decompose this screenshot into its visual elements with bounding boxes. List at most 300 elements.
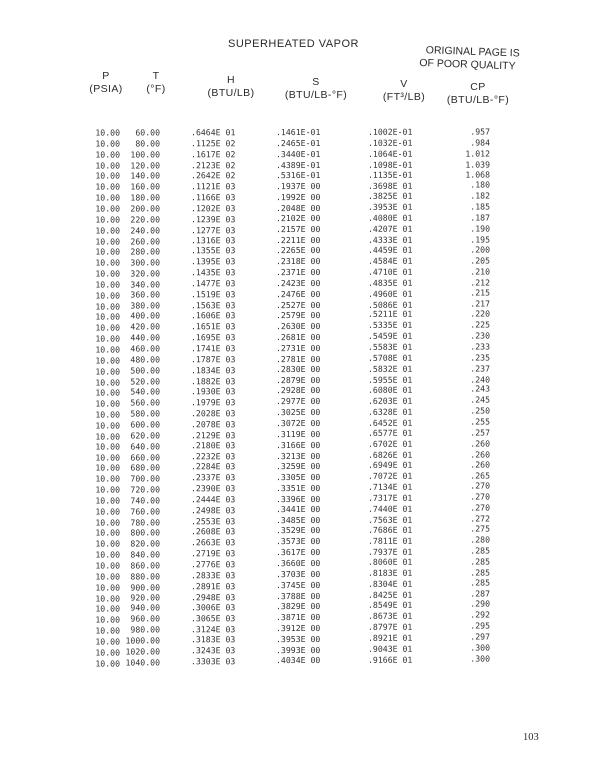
entropy-cell: .2928E 00 (275, 385, 321, 396)
column-unit: (BTU/LB-°F) (284, 89, 348, 101)
cp-cell: .270 (470, 481, 491, 492)
cp-cell: .212 (470, 276, 491, 287)
cp-cell: .217 (470, 298, 491, 309)
volume-cell: .4584E 01 (367, 255, 413, 266)
pressure-cell: 10.00 (95, 203, 121, 214)
volume-cell: .5459E 01 (367, 331, 413, 342)
cp-cell: .957 (470, 126, 491, 137)
entropy-cell: .2265E 00 (275, 245, 321, 256)
pressure-cell: 10.00 (95, 614, 121, 626)
entropy-cell: .1992E 00 (275, 191, 321, 202)
enthalpy-cell: .2232E 03 (190, 451, 236, 462)
entropy-cell: .2527E 00 (275, 299, 321, 310)
volume-cell: .5708E 01 (367, 352, 413, 363)
enthalpy-cell: .2180E 03 (190, 440, 236, 451)
entropy-cell: .2423E 00 (275, 277, 321, 288)
enthalpy-cell: .1695E 03 (190, 332, 236, 343)
temperature-cell: 760.00 (130, 505, 161, 516)
pressure-cell: 10.00 (95, 398, 121, 409)
pressure-cell: 10.00 (95, 354, 121, 366)
entropy-cell: .3993E 00 (275, 644, 321, 655)
column-symbol: V (400, 78, 408, 90)
pressure-cell: 10.00 (95, 365, 121, 376)
volume-cell: .5086E 01 (367, 298, 413, 309)
enthalpy-cell: .1741E 03 (190, 343, 236, 354)
temperature-cell: 540.00 (130, 386, 161, 397)
temperature-cell: 160.00 (130, 181, 161, 192)
entropy-cell: .2579E 00 (275, 310, 321, 321)
entropy-cell: .2318E 00 (275, 256, 321, 267)
temperature-cell: 980.00 (130, 624, 161, 635)
entropy-cell: .3617E 00 (275, 547, 321, 558)
temperature-cell: 480.00 (130, 354, 161, 365)
temperature-cell: 500.00 (130, 365, 161, 376)
temperature-cell: 580.00 (130, 408, 161, 419)
temperature-cell: 260.00 (130, 235, 161, 246)
cp-cell: .300 (470, 642, 490, 653)
volume-cell: .8797E 01 (367, 621, 413, 632)
entropy-cell: .2977E 00 (275, 396, 321, 407)
cp-cell: .205 (470, 255, 491, 266)
enthalpy-cell: .1277E 03 (190, 224, 236, 235)
enthalpy-cell: .2284E 03 (190, 461, 236, 472)
volume-cell: .8425E 01 (367, 589, 413, 600)
temperature-cell: 660.00 (130, 451, 161, 462)
entropy-cell: .3660E 00 (275, 558, 321, 569)
pressure-cell: 10.00 (95, 484, 121, 496)
table-row (0, 180, 612, 192)
cp-cell: .275 (470, 523, 491, 535)
column-symbol: S (312, 76, 320, 88)
enthalpy-cell: .2129E 03 (190, 429, 236, 440)
volume-cell: .6949E 01 (367, 460, 413, 471)
cp-cell: .260 (470, 448, 491, 459)
entropy-cell: .3573E 00 (275, 536, 321, 547)
volume-cell: .7563E 01 (367, 514, 413, 525)
volume-cell: .6452E 01 (367, 417, 413, 428)
cp-cell: .240 (470, 373, 491, 384)
column-header-cp (438, 81, 518, 107)
cp-cell: .984 (470, 137, 491, 148)
column-header-s (273, 76, 359, 102)
enthalpy-cell: .2444E 03 (190, 494, 236, 505)
temperature-cell: 600.00 (130, 419, 161, 430)
pressure-cell: 10.00 (95, 138, 121, 149)
enthalpy-cell: .2948E 03 (190, 591, 236, 602)
pressure-cell: 10.00 (95, 419, 121, 431)
pressure-cell: 10.00 (95, 127, 121, 138)
cp-cell: 1.068 (465, 169, 491, 180)
enthalpy-cell: .1563E 03 (190, 299, 236, 311)
pressure-cell: 10.00 (95, 560, 121, 571)
pressure-cell: 10.00 (95, 452, 121, 463)
cp-cell: .285 (470, 545, 491, 556)
volume-cell: .7134E 01 (367, 481, 413, 492)
enthalpy-cell: .2078E 03 (190, 418, 236, 429)
entropy-cell: .3912E 00 (275, 622, 321, 633)
temperature-cell: 780.00 (130, 516, 161, 527)
pressure-cell: 10.00 (95, 333, 121, 344)
pressure-cell: 10.00 (95, 441, 121, 452)
table-row (0, 126, 612, 138)
pressure-cell: 10.00 (95, 517, 121, 528)
pressure-cell: 10.00 (95, 604, 121, 615)
temperature-cell: 400.00 (130, 311, 161, 322)
enthalpy-cell: .1882E 03 (190, 375, 236, 386)
volume-cell: .1002E-01 (367, 126, 413, 137)
temperature-cell: 880.00 (130, 570, 161, 581)
volume-cell: .7440E 01 (367, 503, 413, 514)
cp-cell: .195 (470, 233, 491, 244)
temperature-cell: 1000.00 (125, 635, 161, 646)
pressure-cell: 10.00 (95, 289, 121, 301)
temperature-cell: 620.00 (130, 430, 161, 441)
cp-cell: .265 (470, 470, 491, 481)
temperature-cell: 140.00 (130, 170, 161, 181)
column-header-v (368, 78, 440, 104)
cp-cell: .270 (470, 491, 491, 502)
pressure-cell: 10.00 (95, 636, 121, 647)
temperature-cell: 960.00 (130, 614, 161, 625)
pressure-cell: 10.00 (95, 376, 121, 387)
entropy-cell: .3440E-01 (275, 148, 321, 159)
pressure-cell: 10.00 (95, 658, 121, 669)
cp-cell: .233 (470, 341, 491, 352)
cp-cell: .270 (470, 502, 491, 513)
pressure-cell: 10.00 (95, 235, 121, 246)
temperature-cell: 1020.00 (125, 646, 161, 657)
cp-cell: .285 (470, 556, 491, 567)
volume-cell: .4459E 01 (367, 245, 413, 256)
entropy-cell: .2476E 00 (275, 288, 321, 299)
enthalpy-cell: .1651E 03 (190, 321, 236, 332)
cp-cell: .257 (470, 427, 491, 438)
temperature-cell: 380.00 (130, 300, 161, 311)
volume-cell: .8921E 01 (367, 632, 413, 643)
table-row (0, 224, 612, 236)
table-row (0, 191, 612, 203)
entropy-cell: .3351E 00 (275, 482, 321, 493)
column-header-h (196, 74, 266, 100)
entropy-cell: .3166E 00 (275, 439, 321, 450)
enthalpy-cell: .1606E 03 (190, 310, 236, 321)
pressure-cell: 10.00 (95, 625, 121, 636)
enthalpy-cell: .2028E 03 (190, 407, 236, 419)
cp-cell: .210 (470, 266, 491, 277)
entropy-cell: .3025E 00 (275, 407, 321, 418)
pressure-cell: 10.00 (95, 474, 121, 485)
pressure-cell: 10.00 (95, 647, 121, 658)
temperature-cell: 100.00 (130, 149, 161, 160)
volume-cell: .4960E 01 (367, 288, 413, 299)
volume-cell: .1064E-01 (367, 148, 413, 159)
column-header-p (86, 70, 126, 96)
volume-cell: .8673E 01 (367, 610, 413, 622)
enthalpy-cell: .1395E 03 (190, 256, 236, 267)
entropy-cell: .2157E 00 (275, 223, 321, 235)
volume-cell: .7686E 01 (367, 524, 413, 535)
cp-cell: .200 (470, 244, 491, 255)
pressure-cell: 10.00 (95, 571, 121, 582)
volume-cell: .3825E 01 (367, 191, 413, 202)
table-row (0, 137, 612, 149)
temperature-cell: 740.00 (130, 495, 161, 506)
enthalpy-cell: .1202E 03 (190, 202, 236, 213)
volume-cell: .4835E 01 (367, 277, 413, 288)
cp-cell: .220 (470, 309, 491, 320)
pressure-cell: 10.00 (95, 224, 121, 236)
cp-cell: .182 (470, 190, 491, 202)
enthalpy-cell: .1121E 03 (190, 181, 236, 192)
column-symbol: CP (470, 81, 486, 93)
entropy-cell: .1937E 00 (275, 180, 321, 191)
volume-cell: .7811E 01 (367, 535, 413, 546)
table-row (0, 148, 612, 160)
entropy-cell: .4034E 00 (275, 655, 321, 666)
temperature-cell: 520.00 (130, 376, 161, 387)
cp-cell: .300 (470, 652, 490, 663)
cp-cell: .260 (470, 459, 491, 470)
entropy-cell: .2630E 00 (275, 320, 321, 332)
cp-cell: .235 (470, 352, 491, 363)
enthalpy-cell: .2642E 02 (190, 170, 236, 181)
temperature-cell: 820.00 (130, 538, 161, 549)
cp-cell: .285 (470, 577, 491, 588)
volume-cell: .6577E 01 (367, 428, 413, 439)
cp-cell: 1.012 (465, 148, 491, 159)
temperature-cell: 120.00 (130, 159, 161, 170)
enthalpy-cell: .3065E 03 (190, 613, 236, 624)
entropy-cell: .3829E 00 (275, 601, 321, 612)
cp-cell: .287 (470, 588, 491, 599)
column-unit: (BTU/LB-°F) (446, 94, 510, 106)
cp-cell: .255 (470, 416, 491, 427)
volume-cell: .3698E 01 (367, 180, 413, 191)
page-title: SUPERHEATED VAPOR (228, 38, 359, 50)
entropy-cell: .3871E 00 (275, 611, 321, 623)
enthalpy-cell: .2776E 03 (190, 559, 236, 570)
volume-cell: .6826E 01 (367, 449, 413, 460)
column-header-t (136, 70, 176, 96)
cp-cell: .187 (470, 212, 491, 223)
cp-cell: .285 (470, 566, 491, 577)
temperature-cell: 180.00 (130, 192, 161, 203)
volume-cell: .9166E 01 (367, 653, 413, 665)
entropy-cell: .2681E 00 (275, 331, 321, 342)
enthalpy-cell: .1166E 03 (190, 191, 236, 203)
column-unit: (FT³/LB) (382, 91, 426, 103)
pressure-cell: 10.00 (95, 463, 121, 474)
entropy-cell: .3788E 00 (275, 590, 321, 601)
volume-cell: .4333E 01 (367, 234, 413, 245)
entropy-cell: .3213E 00 (275, 450, 321, 461)
volume-cell: .4207E 01 (367, 223, 413, 234)
entropy-cell: .3529E 00 (275, 525, 321, 536)
volume-cell: .7317E 01 (367, 492, 413, 503)
volume-cell: .3953E 01 (367, 202, 413, 213)
volume-cell: .5955E 01 (367, 374, 413, 385)
enthalpy-cell: .2390E 03 (190, 483, 236, 494)
enthalpy-cell: .2663E 03 (190, 537, 236, 548)
volume-cell: .5583E 01 (367, 341, 413, 353)
entropy-cell: .4389E-01 (275, 159, 321, 170)
pressure-cell: 10.00 (95, 409, 121, 420)
pressure-cell: 10.00 (95, 311, 121, 322)
pressure-cell: 10.00 (95, 582, 121, 593)
temperature-cell: 840.00 (130, 549, 161, 560)
volume-cell: .6328E 01 (367, 406, 413, 417)
entropy-cell: .3072E 00 (275, 417, 321, 429)
entropy-cell: .3703E 00 (275, 568, 321, 579)
pressure-cell: 10.00 (95, 344, 121, 355)
table-row (0, 213, 612, 225)
pressure-cell: 10.00 (95, 159, 121, 171)
entropy-cell: .3305E 00 (275, 471, 321, 482)
cp-cell: .272 (470, 513, 491, 524)
pressure-cell: 10.00 (95, 322, 121, 333)
pressure-cell: 10.00 (95, 257, 121, 268)
temperature-cell: 900.00 (130, 581, 161, 592)
entropy-cell: .3485E 00 (275, 514, 321, 526)
enthalpy-cell: .2833E 03 (190, 569, 236, 580)
pressure-cell: 10.00 (95, 192, 121, 203)
enthalpy-cell: .6464E 01 (190, 127, 236, 138)
cp-cell: .190 (470, 223, 491, 234)
entropy-cell: .3119E 00 (275, 428, 321, 439)
enthalpy-cell: .2123E 02 (190, 159, 236, 170)
volume-cell: .5832E 01 (367, 363, 413, 374)
enthalpy-cell: .3124E 03 (190, 623, 236, 634)
entropy-cell: .3396E 00 (275, 493, 321, 504)
volume-cell: .4080E 01 (367, 212, 413, 223)
temperature-cell: 720.00 (130, 484, 161, 495)
volume-cell: .4710E 01 (367, 266, 413, 277)
volume-cell: .8304E 01 (367, 578, 413, 589)
volume-cell: .5211E 01 (367, 309, 413, 320)
temperature-cell: 420.00 (130, 322, 161, 333)
enthalpy-cell: .1125E 02 (190, 137, 236, 149)
entropy-cell: .5316E-01 (275, 170, 321, 181)
temperature-cell: 320.00 (130, 267, 161, 279)
entropy-cell: .2731E 00 (275, 342, 321, 353)
enthalpy-cell: .2553E 03 (190, 515, 236, 526)
enthalpy-cell: .1930E 03 (190, 386, 236, 397)
volume-cell: .5335E 01 (367, 320, 413, 331)
cp-cell: .280 (470, 534, 491, 545)
enthalpy-cell: .2891E 03 (190, 580, 236, 591)
temperature-cell: 860.00 (130, 559, 161, 571)
entropy-cell: .2371E 00 (275, 267, 321, 278)
entropy-cell: .2048E 00 (275, 202, 321, 213)
cp-cell: .230 (470, 330, 491, 341)
enthalpy-cell: .3303E 03 (190, 656, 236, 667)
pressure-cell: 10.00 (95, 300, 121, 311)
temperature-cell: 640.00 (130, 440, 161, 452)
volume-cell: .1135E-01 (367, 169, 413, 180)
volume-cell: .6080E 01 (367, 384, 413, 396)
volume-cell: .7937E 01 (367, 546, 413, 557)
enthalpy-cell: .1435E 03 (190, 267, 236, 278)
column-symbol: H (227, 74, 235, 86)
pressure-cell: 10.00 (95, 495, 121, 506)
enthalpy-cell: .3243E 03 (190, 645, 236, 656)
cp-cell: .185 (470, 201, 491, 212)
enthalpy-cell: .1787E 03 (190, 353, 236, 365)
cp-cell: .260 (470, 438, 491, 449)
enthalpy-cell: .2337E 03 (190, 472, 236, 483)
pressure-cell: 10.00 (95, 246, 121, 257)
temperature-cell: 300.00 (130, 257, 161, 268)
pressure-cell: 10.00 (95, 214, 121, 225)
cp-cell: .297 (470, 631, 490, 642)
volume-cell: .7072E 01 (367, 471, 413, 482)
enthalpy-cell: .3183E 03 (190, 634, 236, 645)
pressure-cell: 10.00 (95, 593, 121, 604)
temperature-cell: 560.00 (130, 397, 161, 408)
cp-cell: 1.039 (465, 158, 491, 169)
stamp-line-2: OF POOR QUALITY (419, 56, 516, 73)
entropy-cell: .2879E 00 (275, 374, 321, 385)
cp-cell: .215 (470, 287, 491, 298)
entropy-cell: .2830E 00 (275, 364, 321, 375)
entropy-cell: .3953E 00 (275, 633, 321, 644)
cp-cell: .237 (470, 362, 491, 373)
enthalpy-cell: .2498E 03 (190, 505, 236, 516)
pressure-cell: 10.00 (95, 430, 121, 441)
enthalpy-cell: .1477E 03 (190, 278, 236, 289)
pressure-cell: 10.00 (95, 149, 121, 160)
pressure-cell: 10.00 (95, 387, 121, 398)
entropy-cell: .1461E-01 (275, 126, 321, 138)
cp-cell: .292 (470, 609, 490, 620)
entropy-cell: .2465E-01 (275, 137, 321, 148)
page-number: 103 (523, 732, 539, 743)
pressure-cell: 10.00 (95, 170, 121, 181)
volume-cell: .9043E 01 (367, 643, 413, 654)
temperature-cell: 280.00 (130, 246, 161, 257)
column-unit: (BTU/LB) (207, 87, 255, 99)
volume-cell: .1098E-01 (367, 159, 413, 170)
temperature-cell: 360.00 (130, 289, 161, 300)
temperature-cell: 220.00 (130, 213, 161, 224)
pressure-cell: 10.00 (95, 528, 121, 539)
volume-cell: .8549E 01 (367, 600, 413, 611)
table-row (0, 202, 612, 214)
temperature-cell: 460.00 (130, 343, 161, 354)
volume-cell: .1032E-01 (367, 137, 413, 148)
temperature-cell: 80.00 (135, 138, 161, 149)
column-unit: (°F) (146, 83, 166, 95)
temperature-cell: 340.00 (130, 278, 161, 289)
volume-cell: .6203E 01 (367, 395, 413, 406)
table-row (0, 289, 612, 301)
column-symbol: P (102, 70, 110, 82)
temperature-cell: 800.00 (130, 527, 161, 538)
pressure-cell: 10.00 (95, 181, 121, 192)
cp-cell: .250 (470, 405, 491, 416)
pressure-cell: 10.00 (95, 268, 121, 279)
enthalpy-cell: .2608E 03 (190, 526, 236, 537)
column-symbol: T (152, 70, 160, 82)
volume-cell: .6702E 01 (367, 438, 413, 449)
temperature-cell: 940.00 (130, 603, 161, 614)
quality-stamp (419, 44, 520, 73)
volume-cell: .8060E 01 (367, 557, 413, 568)
enthalpy-cell: .1834E 03 (190, 364, 236, 375)
cp-cell: .245 (470, 395, 491, 406)
enthalpy-cell: .1519E 03 (190, 289, 236, 300)
enthalpy-cell: .3006E 03 (190, 602, 236, 613)
